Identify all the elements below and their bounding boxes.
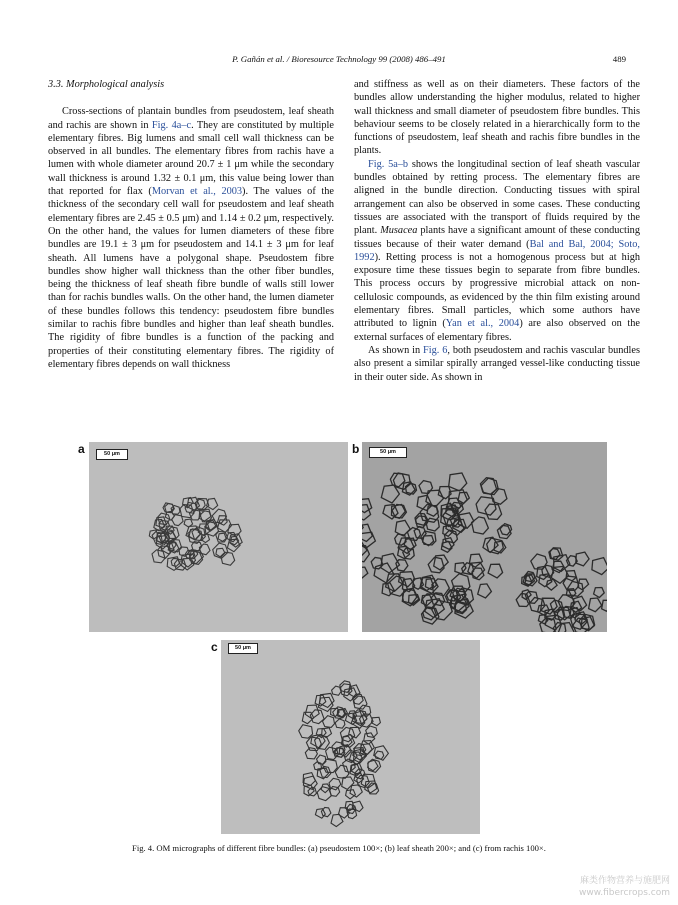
micrograph-panel-c [221, 640, 480, 834]
paragraph: Fig. 5a–b shows the longitudinal section of leaf sheath vascular bundles obtained by retting process. The elementary fibres are aligned in the bundle direction. Conducting tissues with spiral arrangement can also be observed in some cases. These conducting tissues are associated with the transport of fluids required by the plant. Musacea plants have a significant amount of these conducting tissues because of their water demand (Bal and Bal, 2004; Soto, 1992). Retting process is not a homogenous process but at high exposure time these tissues begin to separate from fibre bundles. This process occurs by progressive microbial attack on non-cellulosic compounds, as evidenced by the thin film existing around elementary fibres. Small particles, which some authors have attributed to lignin (Yan et al., 2004) are also observed on the external surfaces of elementary fibres. [354, 158, 640, 343]
micrograph-panel-b [362, 442, 607, 632]
panel-b-label: b [352, 442, 360, 456]
paragraph: and stiffness as well as on their diameters. These factors of the bundles allow understanding the higher modulus, related to higher wall thickness and small diameter of pseudostem fibre bundles. This behaviour seems to be closely related in a hierarchically form to the functions of pseudostem, leaf sheath and rachis fibre bundles in the plants. [354, 79, 640, 157]
left-column-body [48, 105, 334, 371]
scale-bar-a: 50 μm [96, 449, 128, 460]
pseudostem-micrograph [89, 442, 348, 632]
figure-caption: Fig. 4. OM micrographs of different fibre bundles: (a) pseudostem 100×; (b) leaf sheath 200×; and (c) from rachis 100×. [132, 843, 546, 853]
panel-c-label: c [211, 640, 218, 654]
panel-a-label: a [78, 442, 85, 456]
micrograph-panel-a [89, 442, 348, 632]
rachis-micrograph [221, 640, 480, 834]
right-column-body [354, 78, 640, 384]
watermark-line-1: 麻类作物营养与施肥网 [579, 876, 670, 886]
citation-link[interactable]: Morvan et al., 2003 [151, 186, 243, 198]
citation-link[interactable]: Bal and Bal, 2004; Soto, 1992 [354, 238, 640, 263]
citation-link[interactable]: Fig. 4a–c [151, 119, 192, 131]
scale-bar-c: 50 μm [228, 643, 258, 654]
watermark [579, 875, 670, 899]
leaf-sheath-micrograph [362, 442, 607, 632]
right-column [354, 78, 640, 384]
italic-term: Musacea [380, 225, 418, 237]
running-header [0, 54, 678, 68]
page-number: 489 [612, 54, 626, 64]
paragraph: Cross-sections of plantain bundles from pseudostem, leaf sheath and rachis are shown in Fig. 4a–c. They are constituted by multiple elementary fibres. Big lumens and small cell wall thickness can be observed in all bundles. The elementary fibres from rachis have a lumen with whole diameter around 20.7 ± 1 μm while the secondary wall thickness is around 1.32 ± 0.1 μm, this value being lower than that reported for flax (Morvan et al., 2003). The values of the thickness of the secondary cell wall for pseudostem and leaf sheath elementary fibres are 2.45 ± 0.5 μm) and 1.14 ± 0.2 μm, respectively. On the other hand, the values for lumen diameters of these fibre bundles are 19.1 ± 3 μm for pseudostem and 14.1 ± 3 μm for leaf sheath. All lumens have a polygonal shape. Pseudostem fibre bundles show higher wall thickness than the other fiber bundles, being the thickness of leaf sheath fibre bundle of walls still lower than for rachis bundles walls. On the other hand, the lumen diameter of these bundles follows this tendency: pseudostem fibre bundles similar to rachis fibre bundles and higher than leaf sheath bundles. The rigidity of fibre bundles is a function of the packing and properties of their constituting elementary fibres. The rigidity of elementary fibres depends on wall thickness [48, 106, 334, 370]
citation-link[interactable]: Yan et al., 2004 [445, 318, 520, 330]
journal-citation: P. Gañán et al. / Bioresource Technology 99 (2008) 486–491 [232, 54, 446, 64]
scale-bar-b: 50 μm [369, 447, 407, 458]
left-column [48, 78, 334, 371]
citation-link[interactable]: Fig. 5a–b [368, 158, 409, 170]
citation-link[interactable]: Fig. 6 [423, 344, 448, 356]
watermark-line-2: www.fibercrops.com [579, 888, 670, 898]
paragraph: As shown in Fig. 6, both pseudostem and rachis vascular bundles also present a similar spirally arranged vessel-like conducting tissue in their outer side. As shown in [354, 344, 640, 383]
section-title: 3.3. Morphological analysis [48, 79, 165, 90]
